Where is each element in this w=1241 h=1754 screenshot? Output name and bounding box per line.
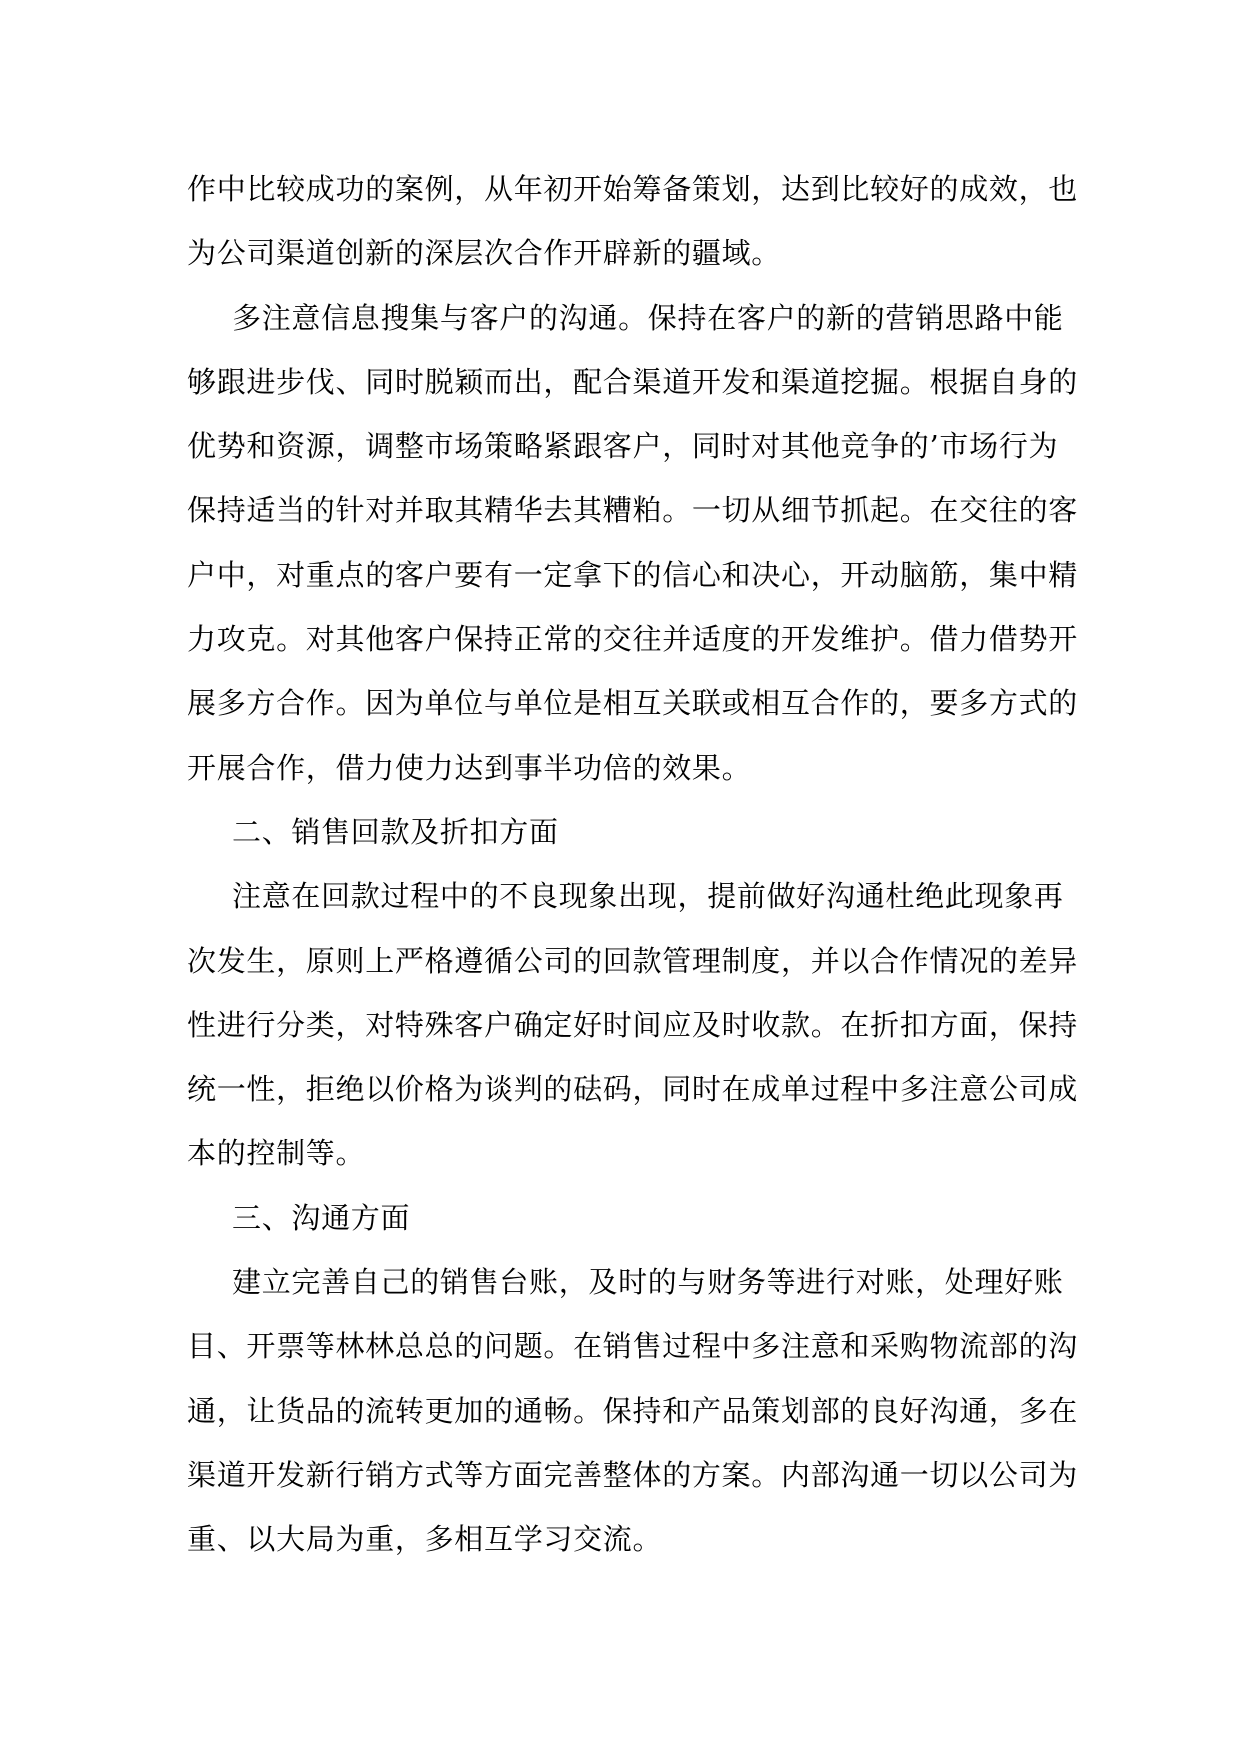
section-heading: 三、沟通方面 <box>232 1200 411 1235</box>
text-line: 性进行分类，对特殊客户确定好时间应及时收款。在折扣方面，保持 <box>187 1007 1079 1042</box>
text-line: 统一性，拒绝以价格为谈判的砝码，同时在成单过程中多注意公司成 <box>187 1072 1079 1107</box>
text-line: 重、以大局为重，多相互学习交流。 <box>187 1522 663 1557</box>
text-line: 通，让货品的流转更加的通畅。保持和产品策划部的良好沟通，多在 <box>187 1393 1079 1428</box>
text-line: 多注意信息搜集与客户的沟通。保持在客户的新的营销思路中能 <box>232 300 1064 335</box>
text-line: 保持适当的针对并取其精华去其糟粕。一切从细节抓起。在交往的客 <box>187 493 1079 528</box>
text-line: 展多方合作。因为单位与单位是相互关联或相互合作的，要多方式的 <box>187 686 1079 721</box>
text-line: 渠道开发新行销方式等方面完善整体的方案。内部沟通一切以公司为 <box>187 1457 1079 1492</box>
text-line: 目、开票等林林总总的问题。在销售过程中多注意和采购物流部的沟 <box>187 1329 1079 1364</box>
text-line: 注意在回款过程中的不良现象出现，提前做好沟通杜绝此现象再 <box>232 879 1064 914</box>
section-heading: 二、销售回款及折扣方面 <box>232 814 559 849</box>
text-line: 作中比较成功的案例，从年初开始筹备策划，达到比较好的成效，也 <box>187 172 1079 206</box>
text-line: 力攻克。对其他客户保持正常的交往并适度的开发维护。借力借势开 <box>187 622 1079 657</box>
text-line: 次发生，原则上严格遵循公司的回款管理制度，并以合作情况的差异 <box>187 943 1079 978</box>
text-line: 开展合作，借力使力达到事半功倍的效果。 <box>187 750 752 785</box>
text-line: 建立完善自己的销售台账，及时的与财务等进行对账，处理好账 <box>232 1265 1064 1300</box>
text-line: 为公司渠道创新的深层次合作开辟新的疆域。 <box>187 236 782 271</box>
document-body <box>187 157 1079 1572</box>
text-line: 本的控制等。 <box>187 1136 366 1171</box>
text-line: 够跟进步伐、同时脱颖而出，配合渠道开发和渠道挖掘。根据自身的 <box>187 364 1079 399</box>
text-line: 户中，对重点的客户要有一定拿下的信心和决心，开动脑筋，集中精 <box>187 557 1079 592</box>
text-line: 优势和资源，调整市场策略紧跟客户，同时对其他竞争的’市场行为 <box>187 429 1059 464</box>
